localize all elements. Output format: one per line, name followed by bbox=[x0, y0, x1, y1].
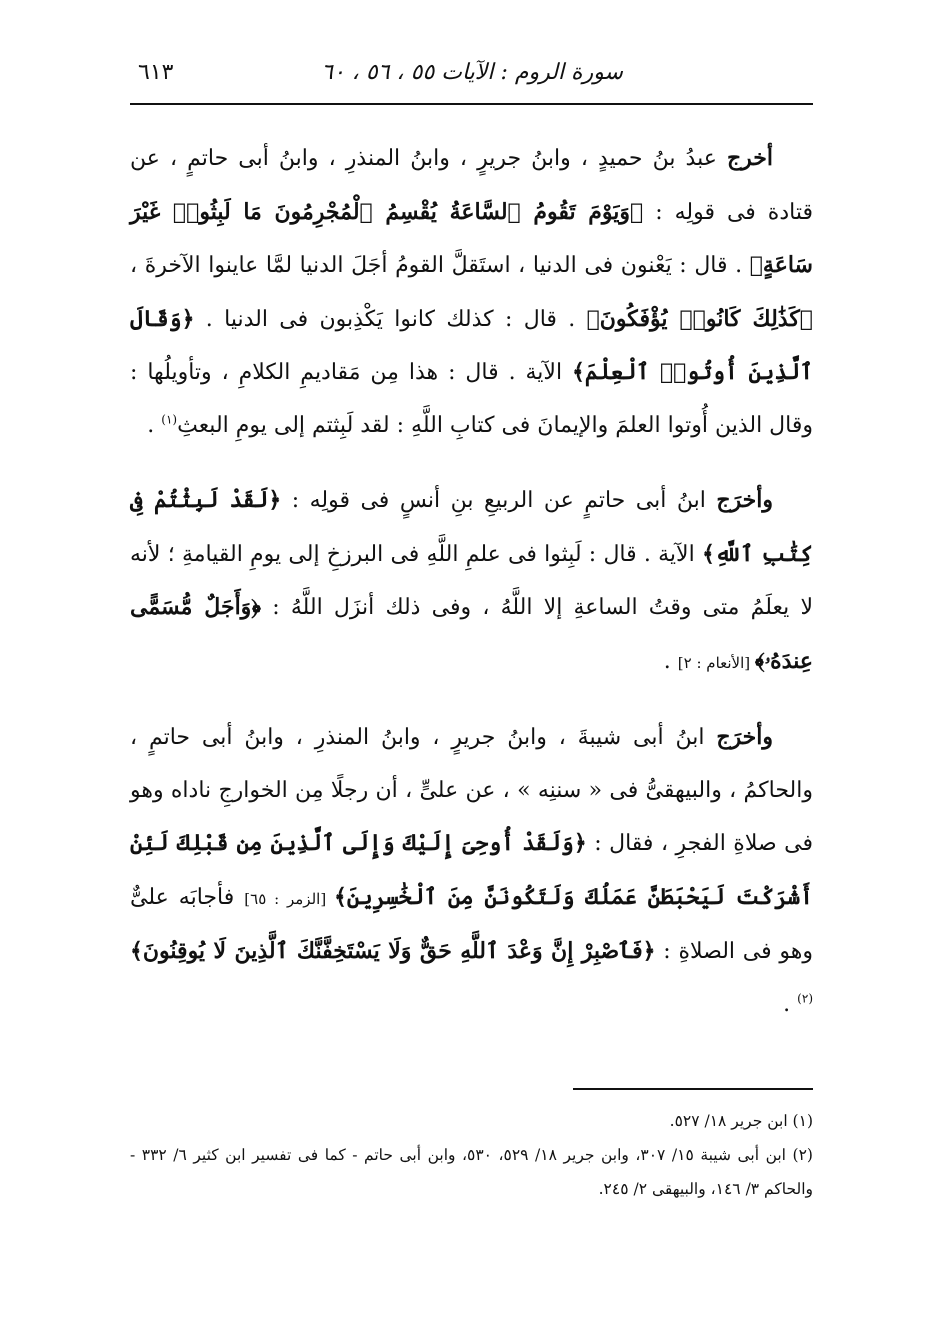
text-run: . قال : يَعْنون فى الدنيا ، استَقلَّ القومُ أجَلَ الدنيا لمَّا عاينوا الآخرةَ ، bbox=[130, 253, 750, 278]
text-run: . bbox=[783, 991, 798, 1017]
verse-reference: [الأنعام : ٢] bbox=[677, 653, 755, 672]
footnote-2: (٢) ابن أبى شيبة ١٥/ ٣٠٧، وابن جرير ١٨/ ٥٢٩، ٥٣٠، وابن أبى حاتم - كما فى تفسير ابن كثير ٦/ ٣٣٢ - والحاكم ٣/ ١٤٦، والبيهقى ٢/ ٢٤٥. bbox=[130, 1146, 813, 1198]
text-run: . قال : كذلك كانوا يَكْذِبون فى الدنيا . bbox=[194, 306, 587, 332]
lead-word: وأخرَج bbox=[716, 487, 773, 513]
footnote-rule bbox=[573, 1088, 813, 1090]
text-run: ابنُ أبى حاتمٍ عن الربيعِ بنِ أنسٍ فى قولِه : bbox=[281, 488, 717, 513]
text-run: ابنُ أبى شيبةَ ، وابنُ جريرٍ ، وابنُ المنذرِ ، وابنُ أبى حاتمٍ ، والحاكمُ ، والبيهقىُّ فى « سننِه » ، عن علىٍّ ، أن رجلًا مِن الخوارجِ ناداه وهو فى صلاةِ الفجرِ ، فقال : bbox=[130, 725, 813, 856]
quran-verse: ﴿كَذَٰلِكَ كَانُوا۟ يُؤْفَكُونَ﴾ bbox=[586, 305, 813, 332]
paragraph-2 bbox=[130, 474, 813, 689]
text-run: الآية . قال : لَبِثوا فى علمِ اللَّهِ فى البرزخِ إلى يومِ القيامةِ ؛ لأنه لا يعلَمُ متى وقتُ الساعةِ إلا اللَّهُ ، وفى ذلك أنزَل اللَّهُ : bbox=[130, 541, 813, 620]
header-rule bbox=[130, 103, 813, 105]
footnote-marker: (٢) bbox=[797, 991, 813, 1006]
text-run: . bbox=[663, 648, 678, 674]
body-text bbox=[130, 132, 813, 1053]
text-run: . bbox=[147, 412, 162, 438]
page-number: ٦١٣ bbox=[138, 60, 174, 85]
quran-verse: ﴿لَقَدْ لَبِثْتُمْ فِى كِتَٰبِ ٱللَّهِ﴾ bbox=[130, 487, 813, 567]
quran-verse: ﴿وَلَقَدْ أُوحِىَ إِلَيْكَ وَإِلَى ٱلَّذِينَ مِن قَبْلِكَ لَئِنْ أَشْرَكْتَ لَيَحْبَطَنَّ عَمَلُكَ وَلَتَكُونَنَّ مِنَ ٱلْخَٰسِرِينَ﴾ bbox=[130, 830, 813, 910]
quran-verse: ﴿وَيَوْمَ تَقُومُ ٱلسَّاعَةُ يُقْسِمُ ٱلْمُجْرِمُونَ مَا لَبِثُوا۟ غَيْرَ سَاعَةٍ﴾ bbox=[130, 198, 813, 278]
page-header bbox=[130, 52, 813, 96]
text-run: الآية . قال : هذا مِن مَقاديمِ الكلامِ ، وتأويلُها : وقال الذين أُوتوا العلمَ والإيمانَ فى كتابِ اللَّهِ : لقد لَبِثتم إلى يومِ البعثِ bbox=[130, 360, 813, 438]
quran-verse: ﴿وَقَالَ ٱلَّذِينَ أُوتُوا۟ ٱلْعِلْمَ﴾ bbox=[130, 305, 813, 385]
quran-verse: ﴿وَأَجَلٌ مُّسَمًّى عِندَهُۥ﴾ bbox=[130, 594, 813, 674]
lead-word: أخرج bbox=[726, 145, 773, 171]
quran-verse: ﴿فَٱصْبِرْ إِنَّ وَعْدَ ٱللَّهِ حَقٌّ وَلَا يَسْتَخِفَّنَّكَ ٱلَّذِينَ لَا يُوقِنُونَ﴾ bbox=[130, 938, 656, 964]
running-title: سورة الروم : الآيات ٥٥ ، ٥٦ ، ٦٠ bbox=[321, 60, 623, 85]
footnote-1: (١) ابن جرير ١٨/ ٥٢٧. bbox=[669, 1112, 813, 1130]
footnotes bbox=[130, 1104, 813, 1206]
text-run: عبدُ بنُ حميدٍ ، وابنُ جريرٍ ، وابنُ المنذرِ ، وابنُ أبى حاتمٍ ، عن قتادة فى قولِه : bbox=[130, 146, 813, 225]
paragraph-1 bbox=[130, 132, 813, 452]
footnote-marker: (١) bbox=[161, 412, 178, 427]
paragraph-3 bbox=[130, 711, 813, 1031]
lead-word: وأخرَج bbox=[716, 724, 773, 750]
verse-reference: [الزمر : ٦٥] bbox=[244, 889, 334, 908]
text-run: فأجابَه علىٌّ وهو فى الصلاةِ : bbox=[130, 884, 813, 964]
